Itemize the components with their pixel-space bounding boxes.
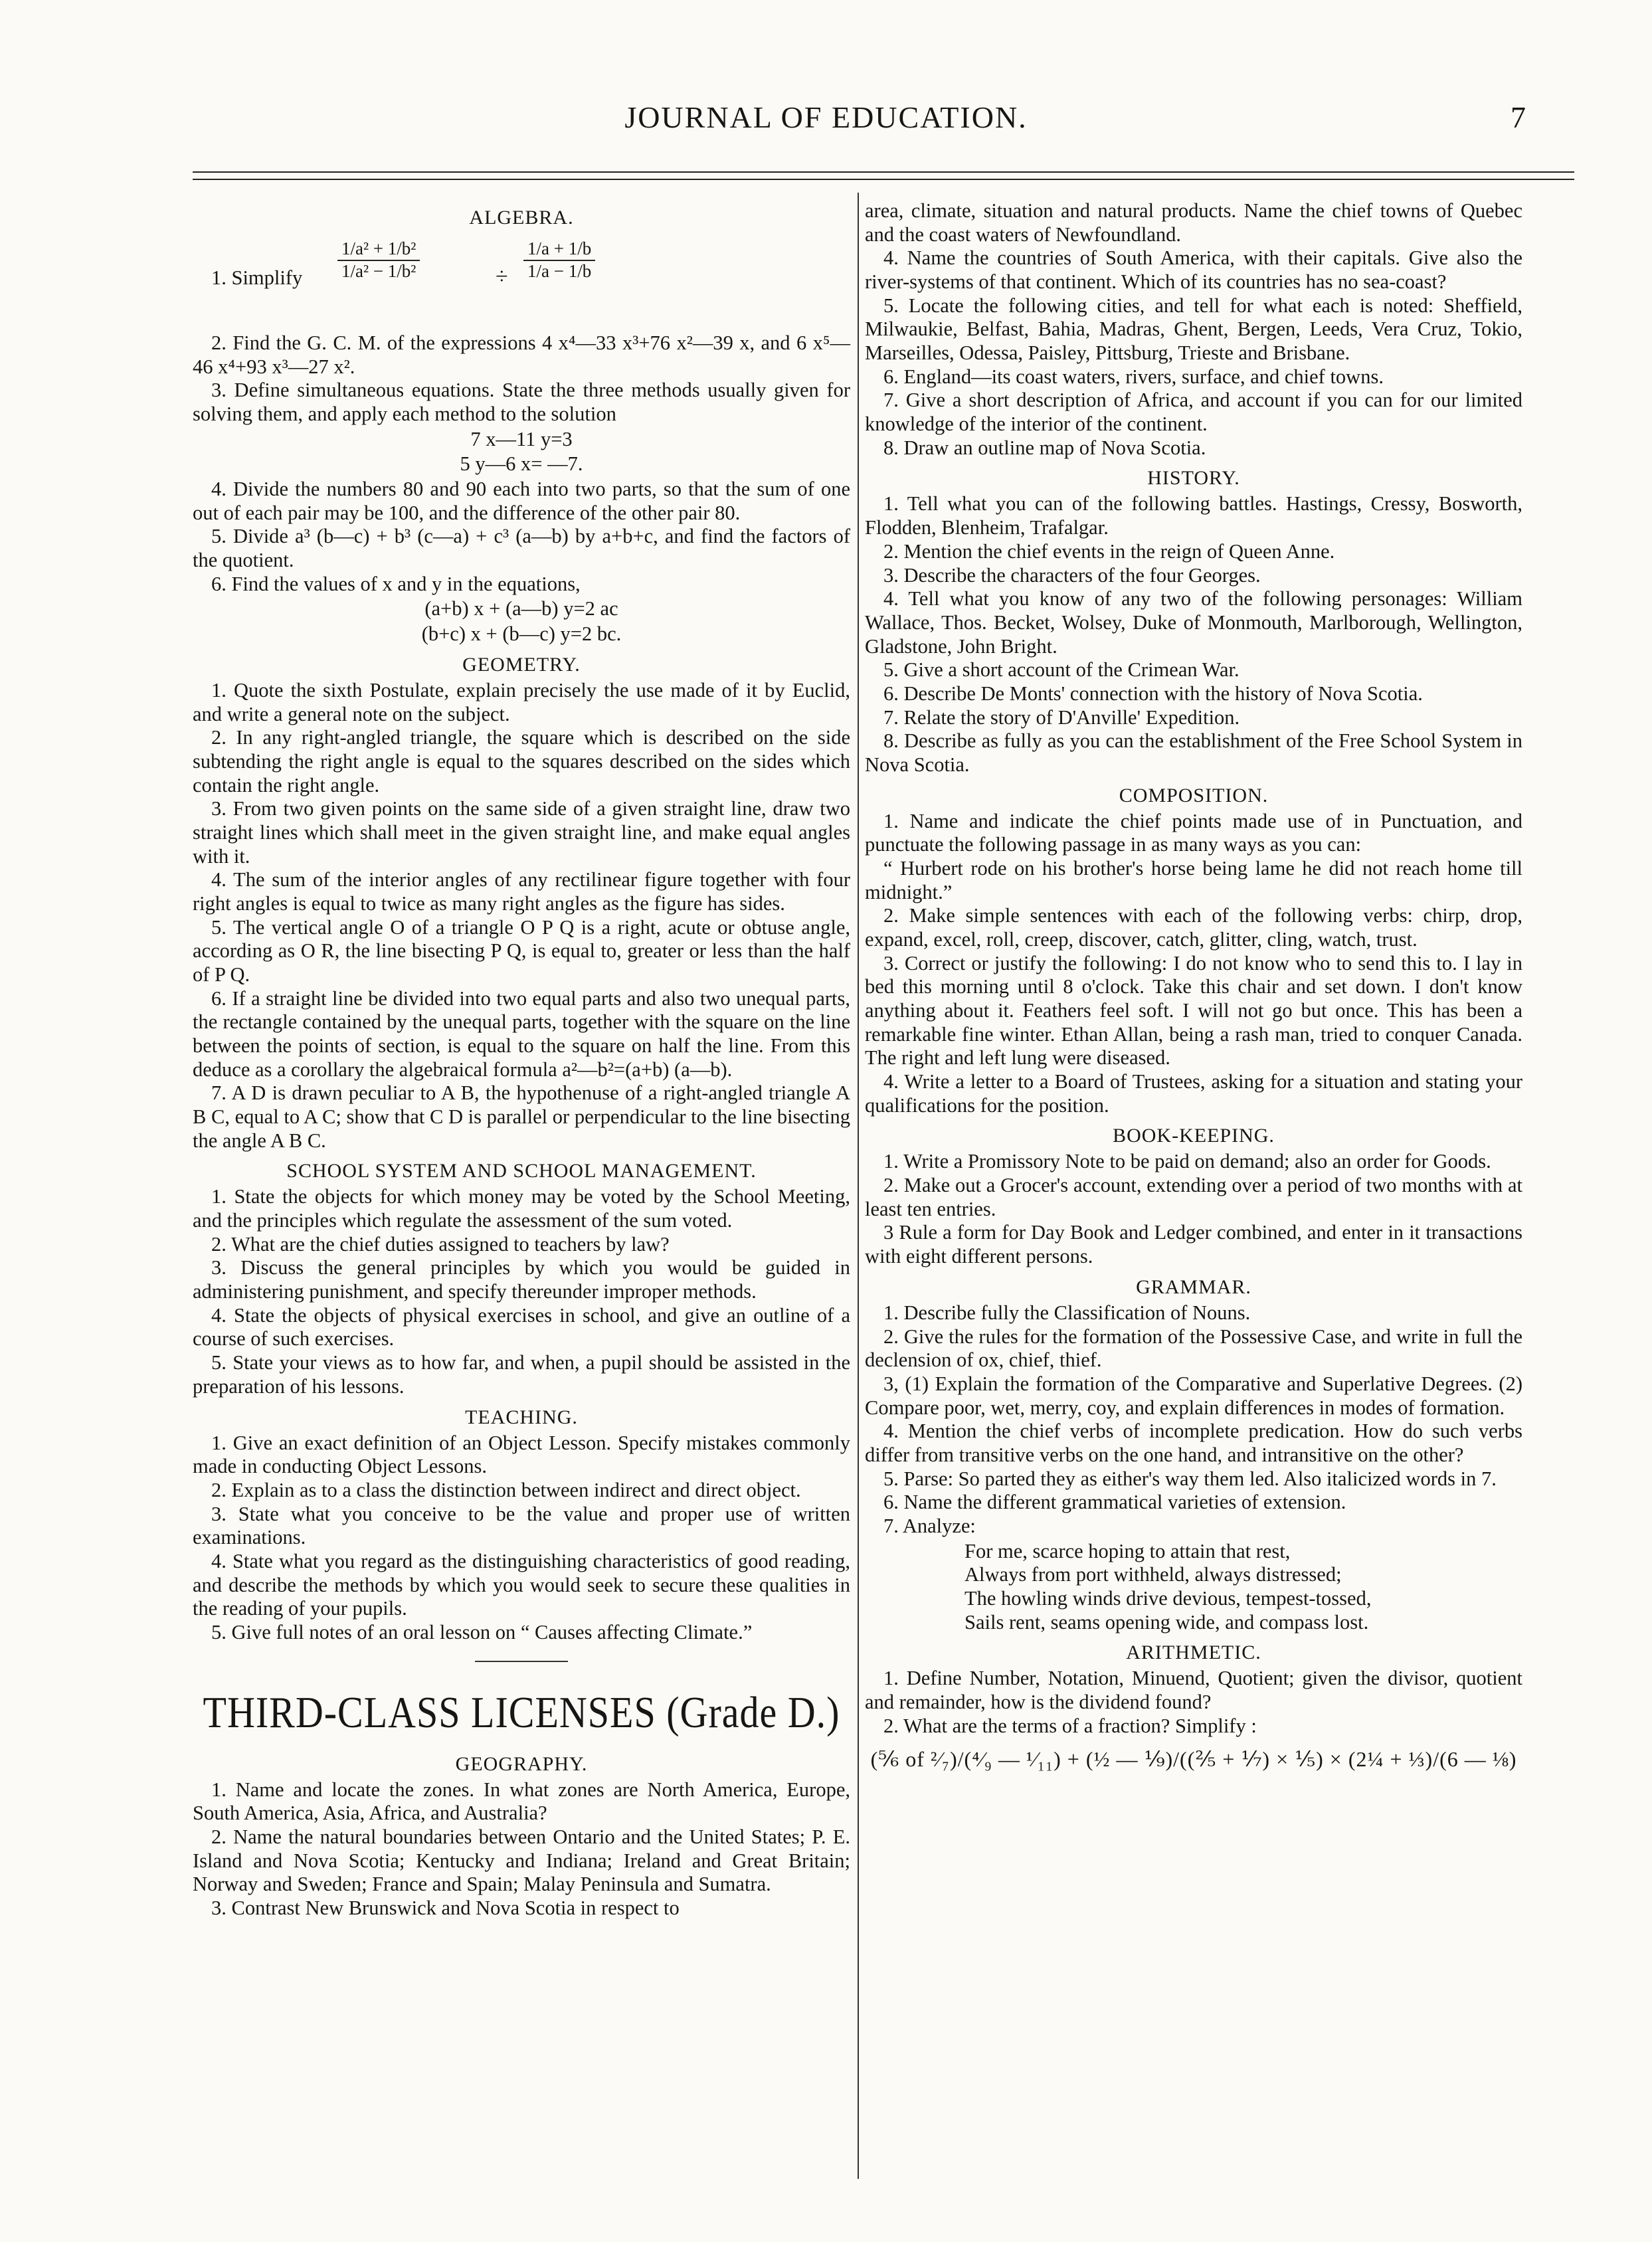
grammar-q7: 7. Analyze: — [883, 1514, 976, 1537]
geometry-q1: 1. Quote the sixth Postulate, explain precisely the use made of it by Euclid, and write a general note on the subject. — [193, 678, 850, 725]
divide-sign: ÷ — [496, 264, 508, 290]
school-system-heading: SCHOOL SYSTEM AND SCHOOL MANAGEMENT. — [286, 1160, 757, 1182]
composition-q1: 1. Name and indicate the chief points made use of in Punctuation, and punctuate the following passage in as many ways as you can: — [865, 809, 1522, 856]
algebra-q1-right-fraction — [523, 238, 595, 282]
geography-q6: 6. England—its coast waters, rivers, surface, and chief towns. — [883, 365, 1384, 388]
geography-q8: 8. Draw an outline map of Nova Scotia. — [883, 436, 1206, 459]
history-q1: 1. Tell what you can of the following battles. Hastings, Cressy, Bosworth, Flodden, Blenheim, Trafalgar. — [865, 492, 1522, 539]
algebra-q1 — [211, 232, 850, 331]
history-q7: 7. Relate the story of D'Anville' Expedition. — [883, 705, 1240, 729]
algebra-q2: 2. Find the G. C. M. of the expressions 4 x⁴—33 x³+76 x²—39 x, and 6 x⁵—46 x⁴+93 x³—27 x². — [193, 331, 850, 378]
algebra-q4: 4. Divide the numbers 80 and 90 each into two parts, so that the sum of one out of each pair may be 100, and the difference of the other pair 80. — [193, 478, 850, 524]
geography-q3: 3. Contrast New Brunswick and Nova Scotia in respect to — [211, 1896, 680, 1919]
history-q3: 3. Describe the characters of the four Georges. — [883, 563, 1261, 587]
geography-q3-continued: area, climate, situation and natural products. Name the chief towns of Quebec and the coast waters of Newfoundland. — [865, 199, 1522, 246]
school-q3: 3. Discuss the general principles by which you would be guided in administering punishment, and specify thereunder improper methods. — [193, 1256, 850, 1303]
bookkeeping-q1: 1. Write a Promissory Note to be paid on demand; also an order for Goods. — [883, 1150, 1491, 1173]
arithmetic-q1: 1. Define Number, Notation, Minuend, Quotient; given the divisor, quotient and remainder, how is the dividend found? — [865, 1667, 1522, 1714]
geography-q7: 7. Give a short description of Africa, and account if you can for our limited knowledge of the interior of the continent. — [865, 389, 1522, 436]
algebra-q3-eq1: 7 x—11 y=3 — [470, 427, 573, 450]
composition-q3: 3. Correct or justify the following: I do not know who to send this to. I lay in bed this morning until 8 o'clock. Take this chair and set down. I don't know anything about it. Feathers feel soft. I will not go but once. This has been a remarkable fine winter. Ethan Allan, being a rash man, tried to conquer Canada. The right and left lung were diseased. — [865, 951, 1522, 1070]
geometry-heading: GEOMETRY. — [462, 653, 581, 676]
grammar-poem — [865, 1540, 1522, 1635]
algebra-q1-bottom-right: 1/a − 1/b — [527, 260, 592, 281]
section-short-rule — [475, 1661, 568, 1662]
geometry-q5: 5. The vertical angle O of a triangle O P Q is a right, acute or obtuse angle, according as O R, the line bisecting P Q, is equal to, greater or less than the half of P Q. — [193, 915, 850, 986]
third-class-heading: THIRD-CLASS LICENSES (Grade D.) — [203, 1687, 840, 1737]
algebra-q1-top-left: 1/a² + 1/b² — [337, 238, 420, 261]
school-q1: 1. State the objects for which money may be voted by the School Meeting, and the principles which regulate the assessment of the sum voted. — [193, 1185, 850, 1232]
history-q6: 6. Describe De Monts' connection with the history of Nova Scotia. — [883, 682, 1423, 705]
geometry-q7: 7. A D is drawn peculiar to A B, the hypothenuse of a right-angled triangle A B C, equal to A C; show that C D is parallel or perpendicular to the line bisecting the angle A B C. — [193, 1081, 850, 1152]
geography-heading: GEOGRAPHY. — [455, 1752, 588, 1775]
teaching-q2: 2. Explain as to a class the distinction between indirect and direct object. — [211, 1478, 801, 1501]
right-column — [865, 199, 1522, 1772]
geography-q1: 1. Name and locate the zones. In what zones are North America, Europe, South America, Asia, Africa, and Australia? — [193, 1778, 850, 1825]
history-q8: 8. Describe as fully as you can the establishment of the Free School System in Nova Scotia. — [865, 729, 1522, 776]
algebra-q1-left-fraction — [337, 238, 420, 282]
poem-line-4: Sails rent, seams opening wide, and compass lost. — [964, 1610, 1369, 1634]
page-number: 7 — [1511, 100, 1526, 134]
composition-q2: 2. Make simple sentences with each of the following verbs: chirp, drop, expand, excel, roll, creep, discover, catch, glitter, cling, watch, trust. — [865, 904, 1522, 951]
school-q5: 5. State your views as to how far, and when, a pupil should be assisted in the preparation of his lessons. — [193, 1351, 850, 1398]
poem-line-1: For me, scarce hoping to attain that rest, — [964, 1539, 1291, 1562]
composition-quote: “ Hurbert rode on his brother's horse being lame he did not reach home till midnight.” — [865, 856, 1522, 903]
algebra-q5: 5. Divide a³ (b—c) + b³ (c—a) + c³ (a—b) by a+b+c, and find the factors of the quotient. — [193, 525, 850, 572]
bookkeeping-q3: 3 Rule a form for Day Book and Ledger combined, and enter in it transactions with eight different persons. — [865, 1221, 1522, 1268]
school-q4: 4. State the objects of physical exercises in school, and give an outline of a course of such exercises. — [193, 1303, 850, 1351]
left-column — [193, 199, 850, 1920]
geometry-q6: 6. If a straight line be divided into two equal parts and also two unequal parts, the rectangle contained by the unequal parts, together with the square on the line between the points of section, is equal to the square on half the line. From this deduce as a corollary the algebraical formula a²—b²=(a+b) (a—b). — [193, 986, 850, 1081]
teaching-q4: 4. State what you regard as the distinguishing characteristics of good reading, and describe the methods by which you would seek to secure these qualities in the reading of your pupils. — [193, 1549, 850, 1620]
teaching-q5: 5. Give full notes of an oral lesson on “ Causes affecting Climate.” — [211, 1620, 753, 1643]
history-q5: 5. Give a short account of the Crimean War. — [883, 658, 1239, 682]
geography-q4: 4. Name the countries of South America, with their capitals. Give also the river-systems of that continent. Which of its countries has no sea-coast? — [865, 246, 1522, 294]
geometry-q2: 2. In any right-angled triangle, the square which is described on the side subtending the right angle is equal to the squares described on the sides which contain the right angle. — [193, 726, 850, 796]
composition-heading: COMPOSITION. — [1119, 784, 1269, 806]
poem-line-3: The howling winds drive devious, tempest-tossed, — [964, 1586, 1372, 1610]
grammar-q2: 2. Give the rules for the formation of the Possessive Case, and write in full the declension of ox, chief, thief. — [865, 1325, 1522, 1372]
algebra-heading: ALGEBRA. — [469, 207, 574, 229]
page-header — [0, 100, 1652, 159]
geometry-q4: 4. The sum of the interior angles of any rectilinear figure together with four right angles is equal to twice as many right angles as the figure has sides. — [193, 868, 850, 915]
history-q2: 2. Mention the chief events in the reign of Queen Anne. — [883, 539, 1335, 563]
geography-q5: 5. Locate the following cities, and tell for what each is noted: Sheffield, Milwaukie, Belfast, Bahia, Madras, Ghent, Bergen, Leeds, Vera Cruz, Tokio, Marseilles, Odessa, Paisley, Pittsburg, Trieste and Brisbane. — [865, 294, 1522, 365]
algebra-q3-eq2: 5 y—6 x= —7. — [460, 452, 583, 476]
teaching-heading: TEACHING. — [465, 1406, 578, 1428]
history-q4: 4. Tell what you know of any two of the following personages: William Wallace, Thos. Becket, Wolsey, Duke of Monmouth, Marlborough, Wellington, Gladstone, John Bright. — [865, 587, 1522, 658]
teaching-q1: 1. Give an exact definition of an Object Lesson. Specify mistakes commonly made in conducting Object Lessons. — [193, 1431, 850, 1478]
algebra-q1-lead: 1. Simplify — [211, 266, 303, 290]
geography-q2: 2. Name the natural boundaries between Ontario and the United States; P. E. Island and Nova Scotia; Kentucky and Indiana; Ireland and Great Britain; Norway and Sweden; France and Spain; Malay Peninsula and Sumatra. — [193, 1825, 850, 1896]
teaching-q3: 3. State what you conceive to be the value and proper use of written examinations. — [193, 1502, 850, 1549]
arithmetic-expression-text: (⅚ of ²⁄₇)/(⁴⁄₉ — ¹⁄₁₁) + (½ — ⅑)/((⅖ + ⅐) × ⅕) × (2¼ + ⅓)/(6 — ⅛) — [870, 1747, 1517, 1772]
poem-line-2: Always from port withheld, always distressed; — [964, 1563, 1342, 1586]
grammar-q1: 1. Describe fully the Classification of Nouns. — [883, 1301, 1251, 1324]
school-q2: 2. What are the chief duties assigned to teachers by law? — [211, 1232, 670, 1256]
history-heading: HISTORY. — [1147, 467, 1240, 490]
arithmetic-expression — [865, 1747, 1522, 1772]
composition-q4: 4. Write a letter to a Board of Trustees, asking for a situation and stating your qualifications for the position. — [865, 1070, 1522, 1117]
bookkeeping-q2: 2. Make out a Grocer's account, extending over a period of two months with at least ten entries. — [865, 1174, 1522, 1220]
grammar-q6: 6. Name the different grammatical varieties of extension. — [883, 1491, 1346, 1514]
column-divider — [858, 193, 859, 2179]
algebra-q3: 3. Define simultaneous equations. State the three methods usually given for solving them, and apply each method to the solution — [193, 379, 850, 426]
algebra-q6: 6. Find the values of x and y in the equations, — [211, 572, 581, 595]
algebra-q6-eq1: (a+b) x + (a—b) y=2 ac — [424, 597, 618, 620]
algebra-q1-bottom-left: 1/a² − 1/b² — [341, 260, 416, 281]
grammar-heading: GRAMMAR. — [1136, 1275, 1251, 1298]
algebra-q1-top-right: 1/a + 1/b — [523, 238, 595, 261]
grammar-q5: 5. Parse: So parted they as either's way them led. Also italicized words in 7. — [883, 1467, 1497, 1490]
geometry-q3: 3. From two given points on the same side of a given straight line, draw two straight lines which shall meet in the given straight line, and make equal angles with it. — [193, 797, 850, 868]
grammar-q4: 4. Mention the chief verbs of incomplete predication. How do such verbs differ from transitive verbs on the one hand, and intransitive on the other? — [865, 1420, 1522, 1466]
algebra-q6-eq2: (b+c) x + (b—c) y=2 bc. — [421, 622, 622, 646]
grammar-q3: 3, (1) Explain the formation of the Comparative and Superlative Degrees. (2) Compare poor, wet, merry, coy, and explain differences in modes of formation. — [865, 1372, 1522, 1419]
arithmetic-q2: 2. What are the terms of a fraction? Simplify : — [883, 1714, 1257, 1737]
running-title: JOURNAL OF EDUCATION. — [624, 100, 1028, 134]
header-double-rule — [193, 171, 1574, 180]
arithmetic-heading: ARITHMETIC. — [1126, 1641, 1261, 1664]
bookkeeping-heading: BOOK-KEEPING. — [1113, 1125, 1275, 1147]
